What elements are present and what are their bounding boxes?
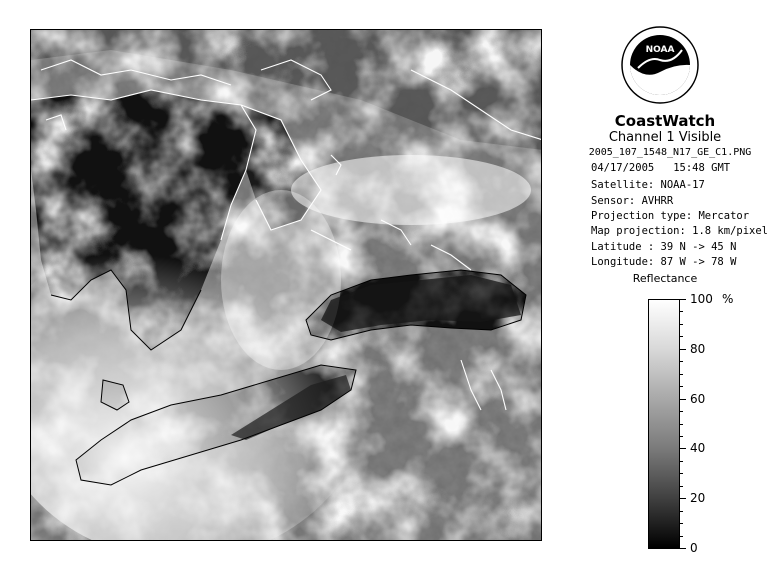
colorbar-tick — [680, 536, 683, 537]
colorbar-tick — [680, 498, 686, 499]
colorbar-tick — [680, 523, 683, 524]
scale-unit: % — [722, 292, 734, 306]
colorbar-tick — [680, 399, 686, 400]
time: 15:48 GMT — [673, 162, 731, 174]
colorbar-tick — [680, 548, 686, 549]
colorbar-tick — [680, 386, 683, 387]
datetime — [591, 162, 782, 174]
cloud-band-west — [221, 190, 341, 370]
cloud-band — [291, 155, 531, 225]
colorbar-tick — [680, 511, 683, 512]
colorbar-tick — [680, 411, 683, 412]
colorbar-tick-label: 100 — [690, 292, 713, 306]
colorbar-tick — [680, 436, 683, 437]
channel-label: Channel 1 Visible — [608, 130, 722, 145]
satellite-map — [31, 30, 542, 541]
colorbar-tick — [680, 349, 686, 350]
projection-type: Projection type: Mercator — [591, 210, 750, 222]
colorbar-ticks — [680, 292, 720, 555]
filename: 2005_107_1548_N17_GE_C1.PNG — [588, 147, 752, 158]
date: 04/17/2005 — [591, 162, 655, 174]
colorbar-tick — [680, 311, 683, 312]
colorbar-tick — [680, 486, 683, 487]
logo-text: NOAA — [645, 45, 675, 55]
colorbar-tick-label: 20 — [690, 491, 706, 505]
noaa-logo — [620, 20, 700, 110]
satellite-label: Satellite: NOAA-17 — [591, 179, 705, 191]
colorbar-tick — [680, 324, 683, 325]
colorbar-tick — [680, 374, 683, 375]
longitude-range: Longitude: 87 W -> 78 W — [591, 256, 737, 268]
colorbar-tick-label: 60 — [690, 392, 706, 406]
colorbar-tick-label: 80 — [690, 342, 706, 356]
map-projection: Map projection: 1.8 km/pixel — [591, 225, 769, 237]
colorbar-tick — [680, 461, 683, 462]
latitude-range: Latitude : 39 N -> 45 N — [591, 241, 737, 253]
sensor-label: Sensor: AVHRR — [591, 195, 674, 207]
colorbar-tick — [680, 424, 683, 425]
reflectance-colorbar — [648, 299, 680, 549]
scale-title: Reflectance — [632, 272, 698, 285]
colorbar-tick — [680, 336, 683, 337]
colorbar-tick — [680, 361, 683, 362]
colorbar-tick — [680, 448, 686, 449]
colorbar-tick — [680, 299, 686, 300]
brand-title: CoastWatch — [614, 112, 716, 130]
colorbar-tick-label: 0 — [690, 541, 698, 555]
colorbar-tick — [680, 473, 683, 474]
colorbar-tick-label: 40 — [690, 441, 706, 455]
satellite-image — [30, 29, 542, 541]
